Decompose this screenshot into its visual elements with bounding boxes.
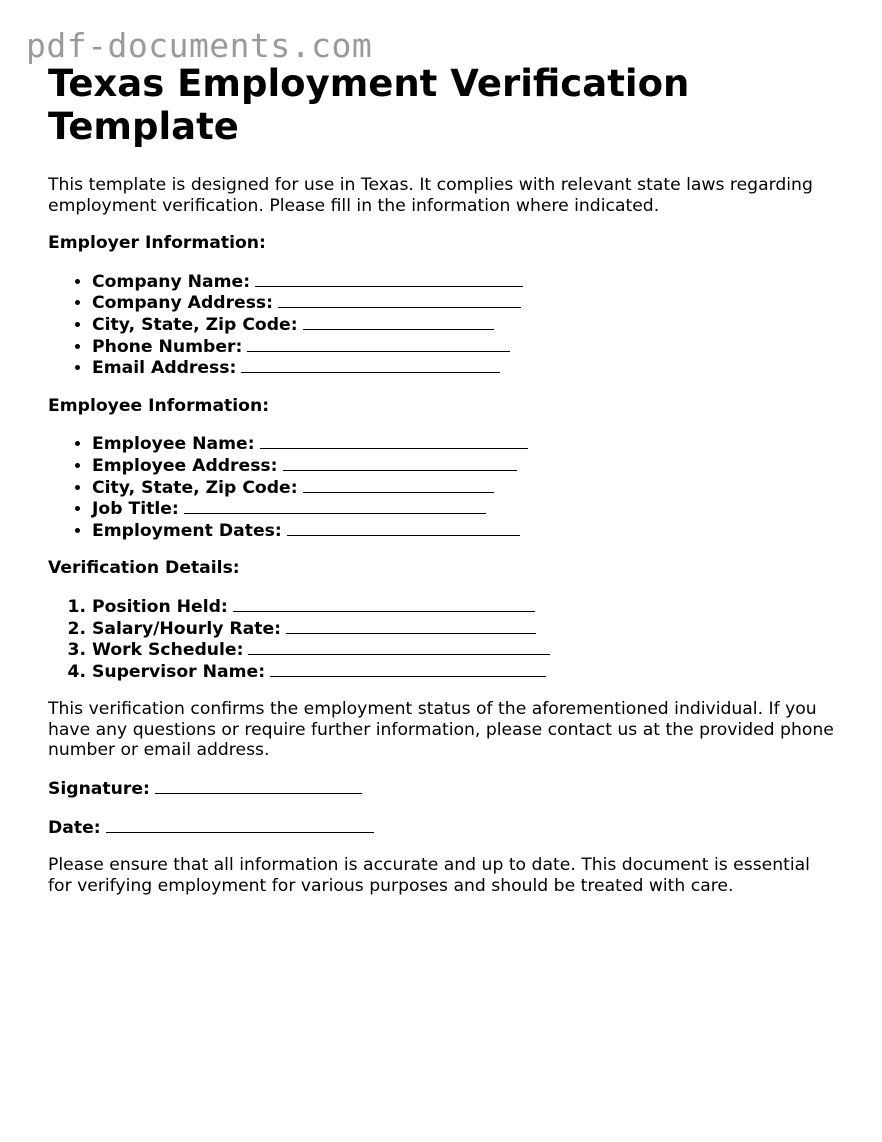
employer-city-state-zip-blank[interactable] — [303, 314, 494, 330]
field-label-email-address: Email Address: — [92, 358, 237, 379]
position-held-blank[interactable] — [233, 596, 535, 612]
list-item — [92, 498, 838, 520]
employee-section-heading: Employee Information: — [48, 395, 270, 416]
field-label-employer-city-state-zip: City, State, Zip Code: — [92, 314, 298, 335]
field-label-employment-dates: Employment Dates: — [92, 520, 282, 541]
field-label-employee-address: Employee Address: — [92, 455, 278, 476]
signature-blank[interactable] — [155, 778, 362, 794]
employment-dates-blank[interactable] — [287, 520, 520, 536]
list-item — [92, 520, 838, 542]
date-blank[interactable] — [106, 817, 374, 833]
confirmation-paragraph: This verification confirms the employment status of the aforementioned individual. If you have any questions or require further information, please contact us at the provided phone number or email address. — [48, 699, 834, 761]
list-item — [92, 639, 838, 661]
job-title-blank[interactable] — [184, 498, 486, 514]
field-label-salary-hourly-rate: Salary/Hourly Rate: — [92, 618, 281, 639]
list-item — [92, 271, 838, 293]
phone-number-blank[interactable] — [247, 336, 510, 352]
employee-city-state-zip-blank[interactable] — [303, 477, 494, 493]
list-item — [92, 618, 838, 640]
field-label-company-address: Company Address: — [92, 293, 274, 314]
list-item — [92, 314, 838, 336]
field-label-job-title: Job Title: — [92, 499, 179, 520]
employee-name-blank[interactable] — [260, 433, 528, 449]
employer-section-heading: Employer Information: — [48, 233, 266, 254]
supervisor-name-blank[interactable] — [270, 661, 546, 677]
field-label-employee-city-state-zip: City, State, Zip Code: — [92, 477, 298, 498]
date-label: Date: — [48, 817, 101, 838]
field-label-supervisor-name: Supervisor Name: — [92, 661, 266, 682]
employee-address-blank[interactable] — [283, 455, 517, 471]
verification-fields-list — [48, 596, 838, 682]
company-address-blank[interactable] — [278, 292, 521, 308]
field-label-employee-name: Employee Name: — [92, 434, 255, 455]
list-item — [92, 292, 838, 314]
employee-fields-list — [48, 433, 838, 541]
signature-line — [48, 778, 838, 800]
field-label-company-name: Company Name: — [92, 271, 251, 292]
date-line — [48, 817, 838, 839]
signature-label: Signature: — [48, 779, 150, 800]
employer-fields-list — [48, 271, 838, 379]
list-item — [92, 477, 838, 499]
list-item — [92, 357, 838, 379]
field-label-phone-number: Phone Number: — [92, 336, 243, 357]
closing-paragraph: Please ensure that all information is accurate and up to date. This document is essential for verifying employment for various purposes and should be treated with care. — [48, 855, 810, 896]
document-page — [48, 62, 838, 896]
field-label-position-held: Position Held: — [92, 596, 228, 617]
field-label-work-schedule: Work Schedule: — [92, 640, 244, 661]
list-item — [92, 455, 838, 477]
list-item — [92, 433, 838, 455]
list-item — [92, 661, 838, 683]
list-item — [92, 336, 838, 358]
work-schedule-blank[interactable] — [248, 639, 550, 655]
company-name-blank[interactable] — [255, 271, 523, 287]
verification-section-heading: Verification Details: — [48, 558, 240, 579]
salary-hourly-rate-blank[interactable] — [286, 618, 536, 634]
intro-paragraph: This template is designed for use in Texas. It complies with relevant state laws regarding employment verification. Please fill in the information where indicated. — [48, 175, 813, 216]
list-item — [92, 596, 838, 618]
document-title: Texas Employment Verification Template — [48, 62, 690, 148]
watermark: pdf-documents.com — [26, 26, 373, 65]
email-address-blank[interactable] — [241, 357, 500, 373]
